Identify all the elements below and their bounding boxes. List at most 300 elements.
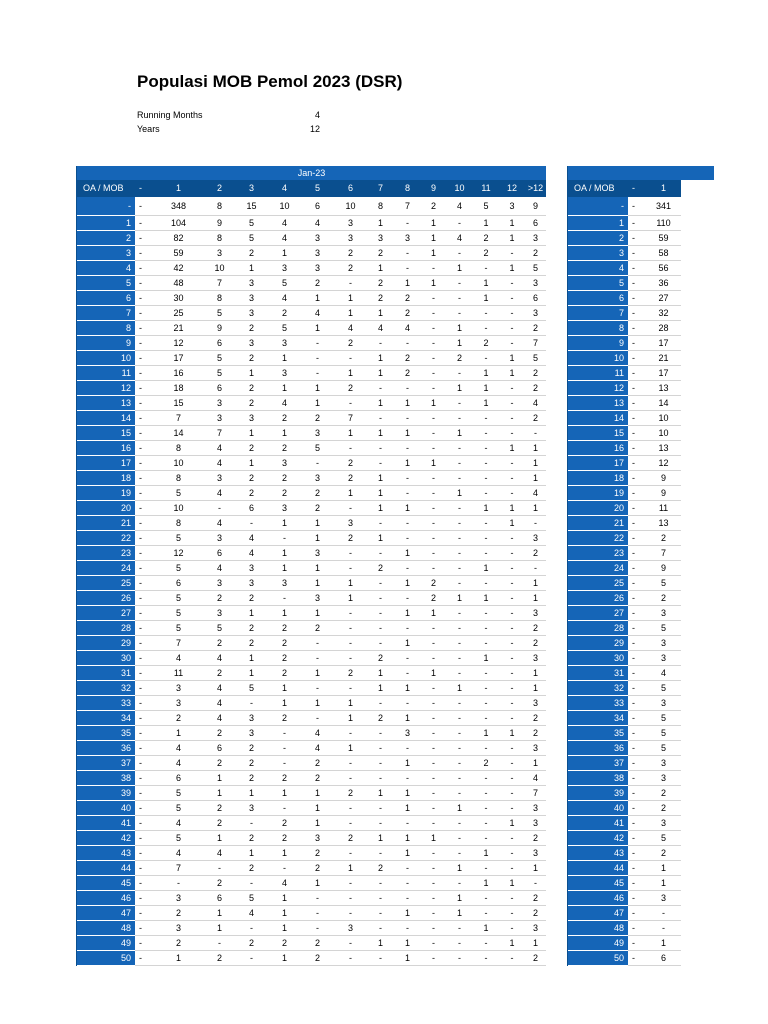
oa-label-cell: 31 [77,666,135,681]
value-cell: 3 [525,816,546,831]
value-cell: 9 [646,471,681,486]
table-row [77,636,546,651]
value-cell: 2 [268,621,301,636]
value-cell: - [499,846,525,861]
value-cell: 3 [268,366,301,381]
table-row [568,906,681,921]
param-value-years: 12 [309,124,320,134]
value-cell: - [473,621,499,636]
value-cell: - [499,246,525,261]
value-cell: - [473,786,499,801]
dash-cell: - [135,786,153,801]
value-cell: 14 [646,396,681,411]
value-cell: - [268,591,301,606]
value-cell: 1 [301,321,334,336]
value-cell: 1 [367,501,394,516]
value-cell: 8 [367,197,394,216]
oa-label-cell: 47 [77,906,135,921]
mob-header-cell: 10 [446,180,473,197]
value-cell: 5 [153,831,204,846]
table-row [568,831,681,846]
oa-label-cell: 6 [568,291,628,306]
value-cell: 1 [394,501,421,516]
value-cell: 2 [525,381,546,396]
table-row [77,381,546,396]
value-cell: - [268,756,301,771]
value-cell: 5 [153,486,204,501]
value-cell: 1 [301,576,334,591]
value-cell: - [204,501,235,516]
side-population-table [568,166,681,966]
value-cell: 1 [334,696,367,711]
value-cell: 4 [367,321,394,336]
oa-label-cell: 20 [77,501,135,516]
value-cell: - [301,351,334,366]
value-cell: 3 [301,231,334,246]
value-cell: - [446,696,473,711]
dash-cell: - [628,336,646,351]
table-row [77,831,546,846]
value-cell: 5 [153,561,204,576]
value-cell: - [421,561,446,576]
value-cell: 1 [394,546,421,561]
value-cell: - [473,456,499,471]
value-cell: 1 [394,951,421,966]
value-cell: - [421,696,446,711]
value-cell: 1 [367,216,394,231]
value-cell: - [499,786,525,801]
value-cell: 2 [268,711,301,726]
dash-cell: - [135,666,153,681]
value-cell: - [499,276,525,291]
value-cell: 1 [301,876,334,891]
value-cell: - [473,576,499,591]
value-cell: - [446,561,473,576]
value-cell: - [446,756,473,771]
value-cell: 3 [646,696,681,711]
value-cell: 4 [525,771,546,786]
value-cell: 2 [301,861,334,876]
oa-label-cell: 16 [568,441,628,456]
value-cell: 1 [499,261,525,276]
value-cell: 10 [334,197,367,216]
value-cell: - [367,816,394,831]
value-cell: 3 [334,921,367,936]
value-cell: - [394,411,421,426]
value-cell: 5 [153,531,204,546]
value-cell: - [473,531,499,546]
value-cell: - [334,726,367,741]
oa-label-cell: 3 [568,246,628,261]
value-cell: 6 [646,951,681,966]
value-cell: 4 [235,531,268,546]
dash-cell: - [628,531,646,546]
table-row [568,621,681,636]
value-cell: - [473,681,499,696]
value-cell: 4 [204,441,235,456]
value-cell: - [421,786,446,801]
value-cell: 82 [153,231,204,246]
value-cell: 10 [153,501,204,516]
value-cell: 59 [153,246,204,261]
oa-mob-header: OA / MOB [77,180,135,197]
mob-header-cell: 7 [367,180,394,197]
dash-cell: - [628,921,646,936]
dash-cell: - [135,621,153,636]
value-cell: 2 [268,471,301,486]
value-cell: 2 [235,246,268,261]
oa-label-cell: 47 [568,906,628,921]
value-cell: 4 [301,741,334,756]
value-cell: - [421,291,446,306]
table-row [568,381,681,396]
oa-label-cell: 35 [77,726,135,741]
value-cell: 2 [268,636,301,651]
value-cell: - [334,651,367,666]
value-cell: 2 [153,936,204,951]
value-cell: - [421,726,446,741]
value-cell: 6 [204,381,235,396]
value-cell: 1 [646,861,681,876]
value-cell: 1 [525,576,546,591]
value-cell: 1 [499,231,525,246]
value-cell: 2 [153,906,204,921]
value-cell: 6 [204,891,235,906]
value-cell: 1 [334,711,367,726]
oa-label-cell: 13 [77,396,135,411]
table-row [568,696,681,711]
value-cell: 1 [367,666,394,681]
value-cell: 3 [394,726,421,741]
value-cell: 1 [525,861,546,876]
value-cell: 4 [446,197,473,216]
oa-label-cell: 38 [568,771,628,786]
value-cell: 2 [394,366,421,381]
value-cell: - [334,801,367,816]
value-cell: 11 [646,501,681,516]
table-row [77,321,546,336]
value-cell: - [421,756,446,771]
value-cell: 3 [235,576,268,591]
value-cell: - [421,921,446,936]
table-row [568,846,681,861]
dash-cell: - [628,621,646,636]
value-cell: - [394,471,421,486]
value-cell: 1 [334,291,367,306]
value-cell: - [499,831,525,846]
value-cell: 4 [204,456,235,471]
value-cell: 2 [367,861,394,876]
value-cell: 3 [153,681,204,696]
value-cell: 1 [473,921,499,936]
value-cell: - [394,891,421,906]
value-cell: 13 [646,516,681,531]
value-cell: 2 [235,636,268,651]
value-cell: 2 [153,711,204,726]
value-cell: 2 [268,936,301,951]
value-cell: - [394,921,421,936]
value-cell: 1 [421,666,446,681]
value-cell: 3 [153,921,204,936]
value-cell: 9 [204,216,235,231]
oa-label-cell: 16 [77,441,135,456]
value-cell: 5 [235,891,268,906]
value-cell: 1 [301,561,334,576]
value-cell: 6 [301,197,334,216]
value-cell: 11 [153,666,204,681]
oa-label-cell: 5 [77,276,135,291]
value-cell: - [268,726,301,741]
dash-cell: - [628,246,646,261]
value-cell: 3 [268,336,301,351]
value-cell: - [334,681,367,696]
value-cell: 10 [646,411,681,426]
dash-cell: - [628,741,646,756]
value-cell: 25 [153,306,204,321]
value-cell: 1 [446,381,473,396]
value-cell: - [473,801,499,816]
dash-cell: - [628,366,646,381]
value-cell: 3 [525,696,546,711]
value-cell: 14 [153,426,204,441]
table-row [568,636,681,651]
dash-cell: - [628,306,646,321]
value-cell: - [334,501,367,516]
oa-label-cell: 25 [77,576,135,591]
table-row [77,651,546,666]
value-cell: 1 [268,786,301,801]
value-cell: 1 [473,561,499,576]
value-cell: - [421,741,446,756]
value-cell: - [394,381,421,396]
dash-cell: - [628,891,646,906]
value-cell: - [334,846,367,861]
value-cell: - [421,711,446,726]
value-cell: - [499,651,525,666]
value-cell: 7 [204,276,235,291]
value-cell: - [473,696,499,711]
value-cell: - [473,906,499,921]
value-cell: 1 [446,861,473,876]
table-row [77,681,546,696]
table-row [77,936,546,951]
value-cell: 3 [204,471,235,486]
page-title: Populasi MOB Pemol 2023 (DSR) [137,72,403,91]
value-cell: - [421,366,446,381]
value-cell: 1 [367,426,394,441]
value-cell: 2 [525,246,546,261]
table-row [568,591,681,606]
table-row [77,606,546,621]
value-cell: 2 [334,336,367,351]
value-cell: 6 [235,501,268,516]
value-cell: 2 [301,771,334,786]
oa-label-cell: 33 [568,696,628,711]
value-cell: - [499,456,525,471]
value-cell: - [367,621,394,636]
value-cell: - [421,906,446,921]
value-cell: 7 [153,636,204,651]
oa-label-cell: 36 [77,741,135,756]
table-row [77,591,546,606]
value-cell: 3 [268,576,301,591]
dash-cell: - [628,681,646,696]
value-cell: - [367,546,394,561]
value-cell: 7 [204,426,235,441]
value-cell: 4 [394,321,421,336]
value-cell: 1 [268,951,301,966]
value-cell: 5 [153,591,204,606]
dash-cell: - [135,801,153,816]
dash-cell: - [628,426,646,441]
value-cell: 1 [473,591,499,606]
value-cell: - [446,246,473,261]
value-cell: 2 [394,291,421,306]
value-cell: 3 [301,546,334,561]
value-cell: - [473,711,499,726]
table-row [568,801,681,816]
value-cell: - [367,411,394,426]
value-cell: 4 [268,876,301,891]
oa-label-cell: 49 [77,936,135,951]
value-cell: - [334,756,367,771]
value-cell: - [421,876,446,891]
dash-cell: - [628,861,646,876]
value-cell: - [446,366,473,381]
value-cell: 2 [235,936,268,951]
value-cell: - [446,606,473,621]
value-cell: - [334,891,367,906]
value-cell: 3 [525,801,546,816]
oa-label-cell: 37 [568,756,628,771]
dash-cell: - [135,606,153,621]
value-cell: - [367,381,394,396]
value-cell: 1 [301,696,334,711]
dash-cell: - [135,756,153,771]
oa-label-cell: 48 [77,921,135,936]
oa-label-cell: 39 [568,786,628,801]
value-cell: 2 [301,501,334,516]
value-cell: - [301,921,334,936]
oa-label-cell: 39 [77,786,135,801]
table-row [568,576,681,591]
value-cell: 4 [204,561,235,576]
value-cell: - [367,591,394,606]
value-cell: 2 [334,456,367,471]
oa-label-cell: 43 [77,846,135,861]
value-cell: 13 [646,381,681,396]
value-cell: - [334,936,367,951]
value-cell: - [235,921,268,936]
value-cell: 36 [646,276,681,291]
value-cell: 1 [446,681,473,696]
table-row [568,546,681,561]
value-cell: - [394,216,421,231]
value-cell: - [499,471,525,486]
dash-cell: - [628,771,646,786]
dash-cell: - [628,756,646,771]
value-cell: - [499,591,525,606]
value-cell: - [268,531,301,546]
dash-cell: - [628,726,646,741]
value-cell: 1 [367,786,394,801]
table-row [77,426,546,441]
dash-cell: - [628,411,646,426]
value-cell: 104 [153,216,204,231]
param-value-running-months: 4 [314,110,320,120]
value-cell: 1 [499,516,525,531]
value-cell: 1 [394,831,421,846]
dash-cell: - [628,846,646,861]
value-cell: - [421,846,446,861]
value-cell: - [367,951,394,966]
value-cell: 1 [268,846,301,861]
value-cell: 1 [301,816,334,831]
value-cell: - [499,921,525,936]
value-cell: 4 [204,696,235,711]
value-cell: - [334,606,367,621]
mob-header-cell: 12 [499,180,525,197]
value-cell: 1 [268,426,301,441]
value-cell: - [499,741,525,756]
value-cell: 3 [235,336,268,351]
value-cell: 1 [394,681,421,696]
dash-cell: - [628,576,646,591]
dash-cell: - [135,951,153,966]
oa-label-cell: 2 [568,231,628,246]
table-row [77,471,546,486]
value-cell: 3 [334,516,367,531]
month-header-row [77,166,546,180]
value-cell: - [235,816,268,831]
dash-cell: - [135,471,153,486]
value-cell: - [367,441,394,456]
month-label: Jan-23 [77,166,546,180]
value-cell: - [421,336,446,351]
value-cell: - [394,591,421,606]
value-cell: - [499,531,525,546]
dash-cell: - [135,636,153,651]
value-cell: 4 [301,216,334,231]
value-cell: - [499,636,525,651]
oa-label-cell: 22 [568,531,628,546]
value-cell: 2 [646,846,681,861]
value-cell: - [473,261,499,276]
value-cell: 1 [204,771,235,786]
mob-header-cell: - [135,180,153,197]
value-cell: 1 [367,936,394,951]
table-row [77,921,546,936]
param-label-years: Years [137,124,160,134]
value-cell: 1 [301,786,334,801]
oa-label-cell: 44 [568,861,628,876]
value-cell: 1 [301,666,334,681]
value-cell: - [446,501,473,516]
table-row [77,306,546,321]
value-cell: 1 [204,786,235,801]
value-cell: 5 [235,231,268,246]
value-cell: 4 [235,546,268,561]
value-cell: - [334,951,367,966]
value-cell: 2 [525,906,546,921]
value-cell: 3 [301,426,334,441]
value-cell: - [499,771,525,786]
value-cell: 4 [153,756,204,771]
value-cell: 2 [525,711,546,726]
oa-label-cell: 37 [77,756,135,771]
oa-label-cell: 50 [77,951,135,966]
value-cell: 5 [525,261,546,276]
